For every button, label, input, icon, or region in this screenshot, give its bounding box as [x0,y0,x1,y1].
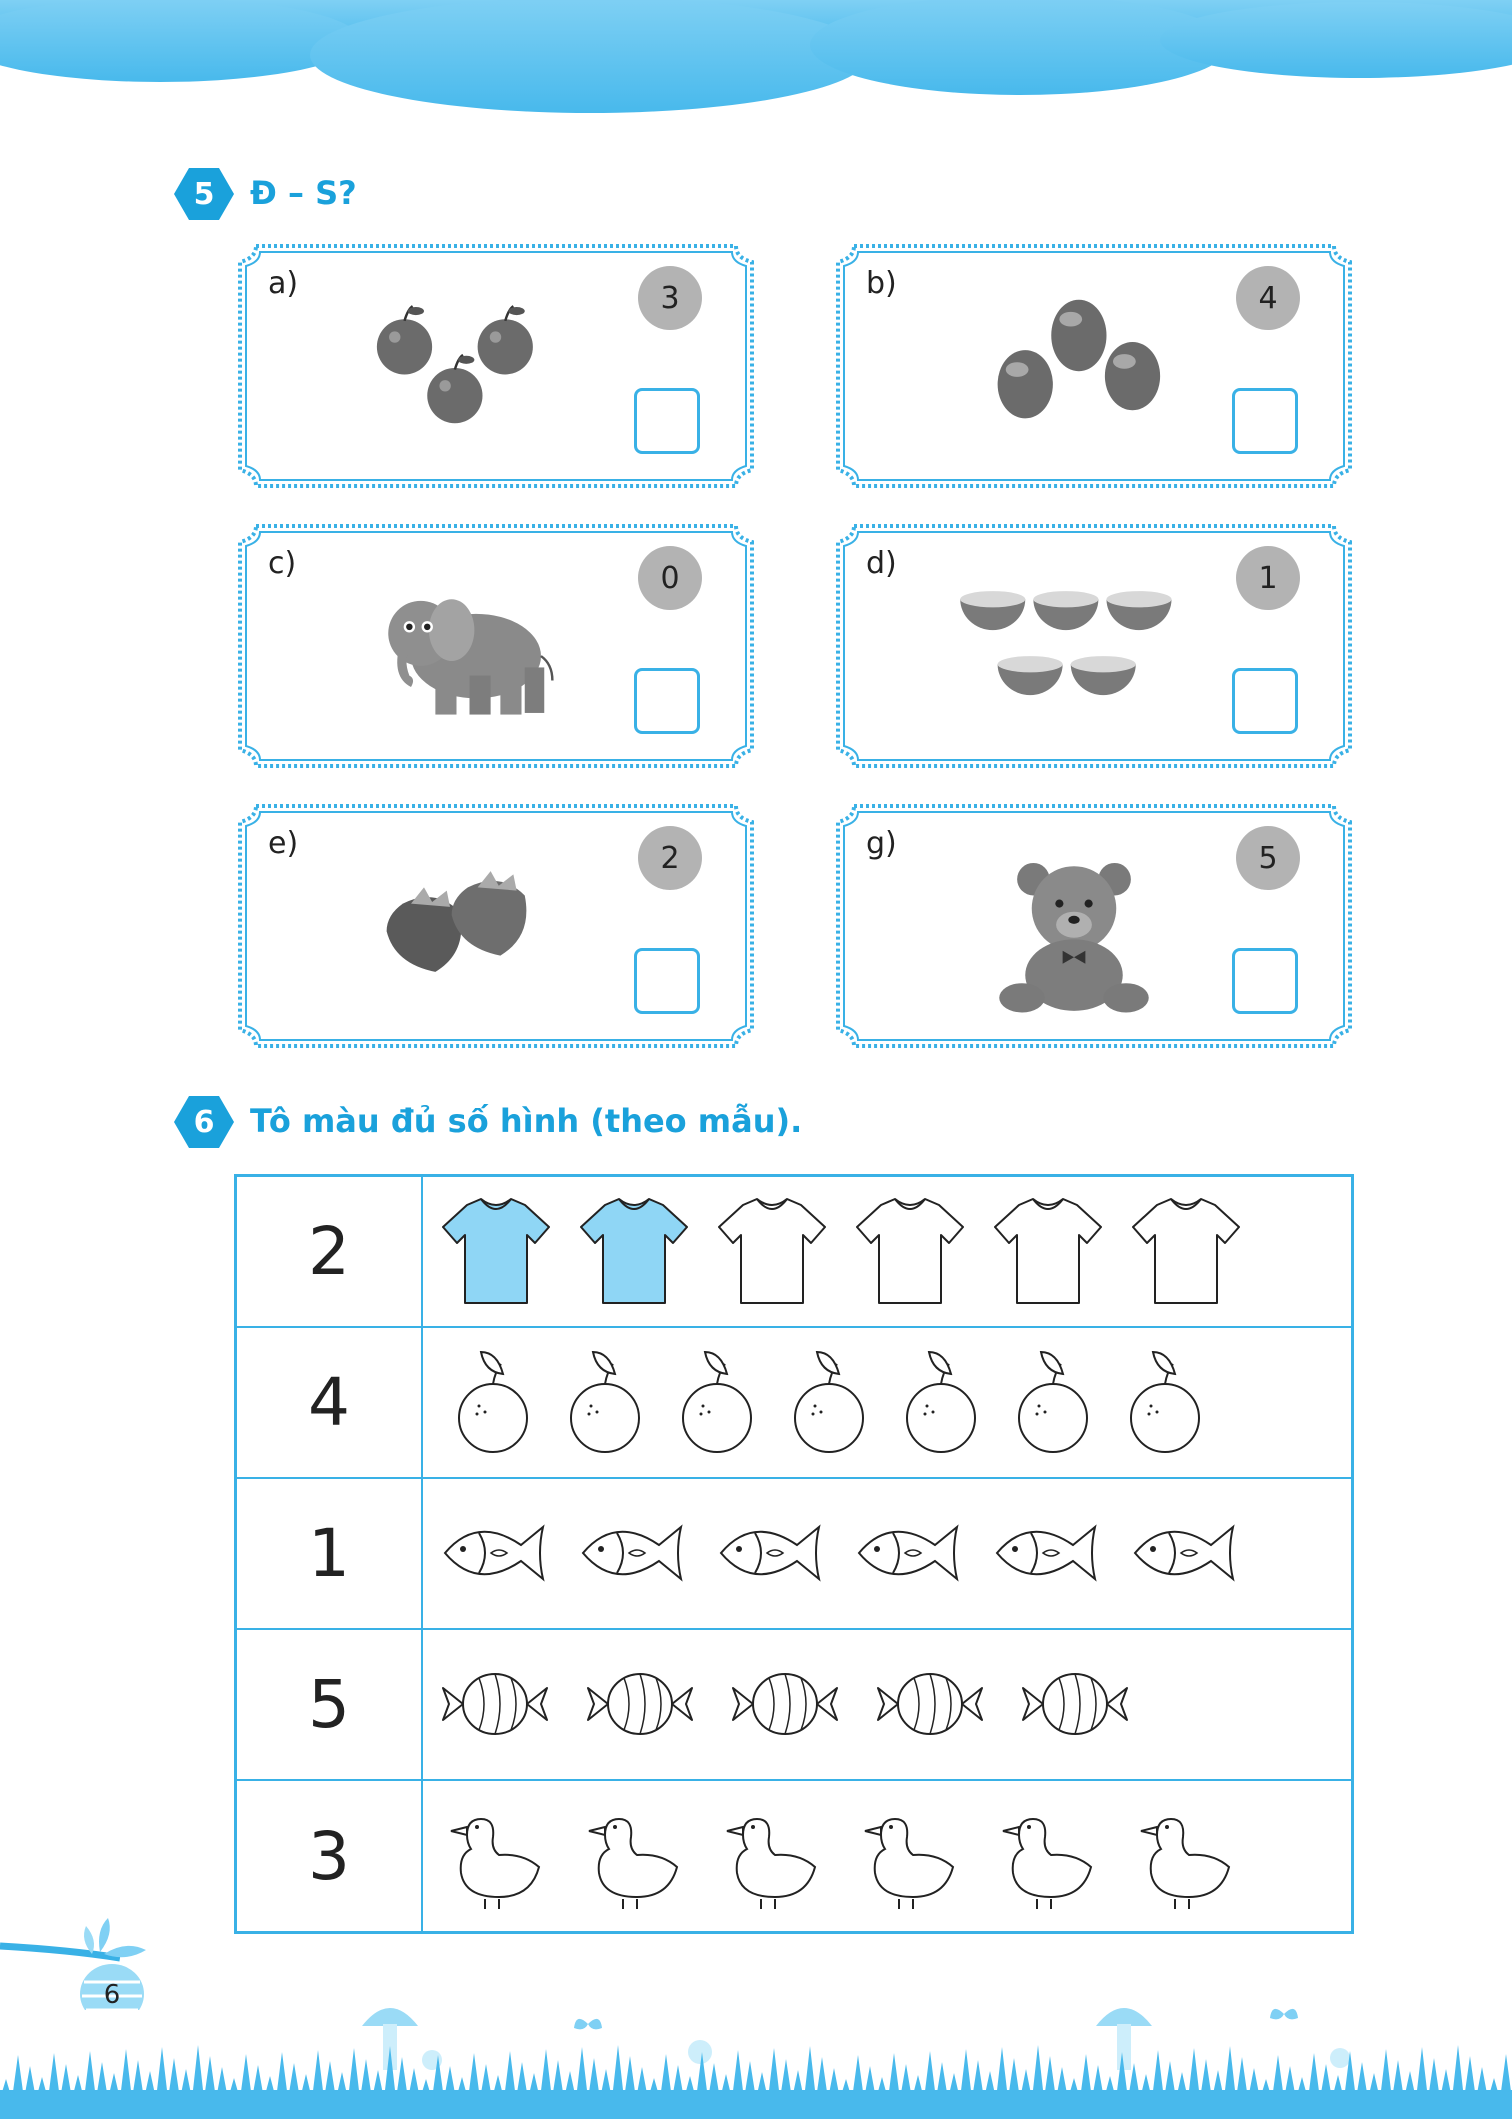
card-letter: a) [268,266,299,301]
fish-icon[interactable] [575,1493,693,1613]
teddy-bear-icon [944,842,1204,1022]
row-items [437,1781,1337,1932]
count-circle: 2 [638,826,702,890]
shirt-icon[interactable] [713,1191,831,1311]
card-letter: b) [866,266,897,301]
candy-icon[interactable] [1017,1644,1135,1764]
answer-box[interactable] [1232,388,1298,454]
answer-box[interactable] [634,388,700,454]
row-number: 3 [237,1781,423,1932]
candy-icon[interactable] [437,1644,555,1764]
shirt-icon[interactable] [851,1191,969,1311]
butterfly-icon [1270,2009,1298,2019]
grass-footer [0,1990,1512,2119]
orange-icon[interactable] [1109,1342,1227,1462]
row-number: 1 [237,1479,423,1628]
shirt-icon[interactable] [1127,1191,1245,1311]
table-row [237,1328,1351,1479]
card-d [834,522,1354,770]
card-letter: d) [866,546,897,581]
orange-icon[interactable] [661,1342,779,1462]
page-number: 6 [103,1980,121,2010]
count-circle: 1 [1236,546,1300,610]
duck-icon[interactable] [575,1795,693,1915]
card-c [236,522,756,770]
card-b [834,242,1354,490]
table-row [237,1630,1351,1781]
fish-icon[interactable] [1127,1493,1245,1613]
card-g [834,802,1354,1050]
answer-box[interactable] [634,668,700,734]
fish-icon[interactable] [989,1493,1107,1613]
candy-icon[interactable] [582,1644,700,1764]
orange-icon[interactable] [773,1342,891,1462]
fish-icon[interactable] [713,1493,831,1613]
candy-icon[interactable] [872,1644,990,1764]
row-number: 5 [237,1630,423,1779]
butterfly-icon [574,2019,602,2029]
table-row [237,1479,1351,1630]
duck-icon[interactable] [437,1795,555,1915]
card-e [236,802,756,1050]
count-circle: 4 [1236,266,1300,330]
orange-icon[interactable] [549,1342,667,1462]
apples-icon [346,282,606,462]
eggs-icon [944,282,1204,462]
answer-box[interactable] [1232,668,1298,734]
strawberries-icon [346,842,606,1022]
table-row [237,1781,1351,1932]
card-a [236,242,756,490]
count-circle: 0 [638,546,702,610]
row-items [437,1630,1337,1779]
orange-icon[interactable] [437,1342,555,1462]
elephant-icon [346,562,606,742]
card-letter: e) [268,826,299,861]
card-letter: c) [268,546,297,581]
row-items [437,1177,1337,1326]
count-circle: 5 [1236,826,1300,890]
row-number: 2 [237,1177,423,1326]
section-5-number: 5 [193,176,215,212]
duck-icon[interactable] [851,1795,969,1915]
bowls-icon [944,562,1204,742]
duck-icon[interactable] [989,1795,1107,1915]
coloring-table [234,1174,1354,1934]
header-clouds [0,0,1512,120]
shirt-icon[interactable] [989,1191,1107,1311]
row-number: 4 [237,1328,423,1477]
answer-box[interactable] [634,948,700,1014]
answer-box[interactable] [1232,948,1298,1014]
count-circle: 3 [638,266,702,330]
orange-icon[interactable] [885,1342,1003,1462]
card-letter: g) [866,826,897,861]
row-items [437,1328,1337,1477]
section-5-badge [174,168,234,220]
row-items [437,1479,1337,1628]
orange-icon[interactable] [997,1342,1115,1462]
fish-icon[interactable] [851,1493,969,1613]
section-6-title: Tô màu đủ số hình (theo mẫu). [250,1102,803,1140]
section-6-badge [174,1096,234,1148]
shirt-icon[interactable] [437,1191,555,1311]
fish-icon[interactable] [437,1493,555,1613]
shirt-icon[interactable] [575,1191,693,1311]
table-row [237,1177,1351,1328]
candy-icon[interactable] [727,1644,845,1764]
duck-icon[interactable] [1127,1795,1245,1915]
mushroom-icon [1096,2008,1152,2070]
section-6-number: 6 [193,1104,215,1140]
duck-icon[interactable] [713,1795,831,1915]
section-5-title: Đ – S? [250,174,357,212]
